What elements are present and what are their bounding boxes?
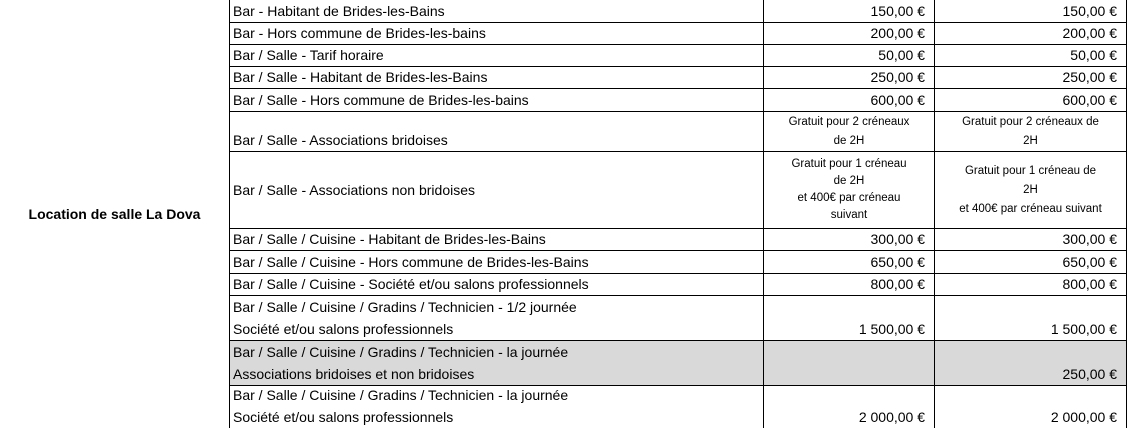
row-label: Bar - Habitant de Brides-les-Bains (230, 0, 764, 23)
row-label: Bar / Salle / Cuisine / Gradins / Technicien - la journée Associations bridoises et non bridoises (230, 341, 764, 386)
price-cell-col1: 650,00 € (764, 251, 935, 274)
price-cell-col1: 200,00 € (764, 23, 935, 45)
price-cell-col2: 2 000,00 € (935, 386, 1127, 428)
price-cell-col1: 150,00 € (764, 0, 935, 23)
price-cell-col1: 1 500,00 € (764, 296, 935, 341)
section-label: Location de salle La Dova (0, 0, 230, 428)
price-cell-col1: 250,00 € (764, 67, 935, 89)
row-label: Bar / Salle - Associations non bridoises (230, 152, 764, 229)
price-cell-col2: 300,00 € (935, 229, 1127, 251)
price-cell-col2: 800,00 € (935, 274, 1127, 296)
price-cell-col2: 150,00 € (935, 0, 1127, 23)
row-label: Bar / Salle / Cuisine / Gradins / Technicien - la journée Société et/ou salons professionnels (230, 386, 764, 428)
price-cell-col2: 1 500,00 € (935, 296, 1127, 341)
price-cell-col1 (764, 341, 935, 386)
row-label: Bar / Salle - Associations bridoises (230, 112, 764, 152)
price-cell-col1: 300,00 € (764, 229, 935, 251)
row-label: Bar / Salle / Cuisine - Hors commune de Brides-les-Bains (230, 251, 764, 274)
price-cell-col2: 600,00 € (935, 89, 1127, 112)
row-label: Bar / Salle - Hors commune de Brides-les-bains (230, 89, 764, 112)
price-cell-col1: 600,00 € (764, 89, 935, 112)
price-cell-col1: 50,00 € (764, 45, 935, 67)
row-label: Bar / Salle / Cuisine - Habitant de Brides-les-Bains (230, 229, 764, 251)
text-cell-col1: Gratuit pour 1 créneau de 2H et 400€ par créneau suivant (764, 152, 935, 229)
text-cell-col2: Gratuit pour 1 créneau de 2H et 400€ par créneau suivant (935, 152, 1127, 229)
price-cell-col1: 800,00 € (764, 274, 935, 296)
price-cell-col2: 200,00 € (935, 23, 1127, 45)
text-cell-col1: Gratuit pour 2 créneaux de 2H (764, 112, 935, 152)
price-cell-col1: 2 000,00 € (764, 386, 935, 428)
row-label: Bar / Salle - Habitant de Brides-les-Bains (230, 67, 764, 89)
text-cell-col2: Gratuit pour 2 créneaux de 2H (935, 112, 1127, 152)
price-cell-col2: 250,00 € (935, 67, 1127, 89)
row-label: Bar / Salle / Cuisine / Gradins / Technicien - 1/2 journée Société et/ou salons professionnels (230, 296, 764, 341)
row-label: Bar - Hors commune de Brides-les-bains (230, 23, 764, 45)
price-cell-col2: 250,00 € (935, 341, 1127, 386)
row-label: Bar / Salle - Tarif horaire (230, 45, 764, 67)
price-cell-col2: 650,00 € (935, 251, 1127, 274)
price-cell-col2: 50,00 € (935, 45, 1127, 67)
row-label: Bar / Salle / Cuisine - Société et/ou salons professionnels (230, 274, 764, 296)
